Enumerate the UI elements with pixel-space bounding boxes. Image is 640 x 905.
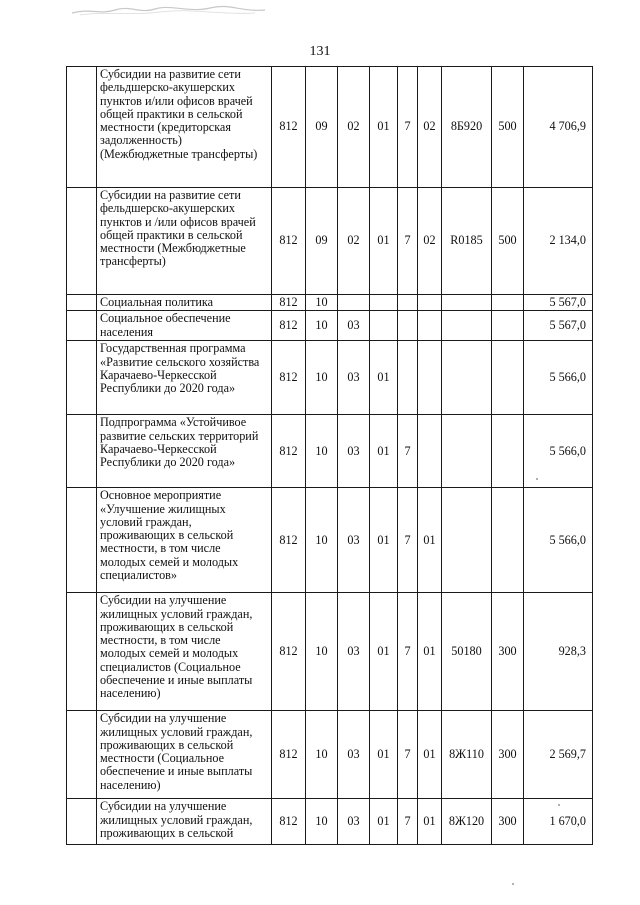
row-margin-cell xyxy=(67,188,97,295)
col-subprogram: 7 xyxy=(398,415,418,488)
col-measure xyxy=(418,295,442,311)
col-amount: 5 567,0 xyxy=(524,295,593,311)
col-direction xyxy=(442,341,492,415)
scan-speck xyxy=(512,883,514,885)
col-razdel: 10 xyxy=(306,341,338,415)
col-program: 01 xyxy=(370,341,398,415)
col-direction: 50180 xyxy=(442,593,492,711)
col-razdel: 10 xyxy=(306,799,338,845)
col-vedomstvo: 812 xyxy=(272,488,306,593)
col-vedomstvo: 812 xyxy=(272,67,306,188)
col-direction: R0185 xyxy=(442,188,492,295)
table-row xyxy=(67,67,593,188)
col-vedomstvo: 812 xyxy=(272,799,306,845)
row-margin-cell xyxy=(67,711,97,799)
col-direction xyxy=(442,295,492,311)
col-program xyxy=(370,311,398,341)
col-razdel: 10 xyxy=(306,711,338,799)
col-expense-type xyxy=(492,311,524,341)
col-razdel: 09 xyxy=(306,67,338,188)
row-name: Субсидии на развитие сети фельдшерско-акушерских пунктов и /или офисов врачей общей практики в сельской местности (Межбюджетные трансферты) xyxy=(97,188,272,295)
table-row xyxy=(67,711,593,799)
col-program: 01 xyxy=(370,415,398,488)
col-expense-type xyxy=(492,415,524,488)
page-number: 131 xyxy=(309,44,331,59)
col-expense-type xyxy=(492,295,524,311)
row-name: Социальное обеспечение населения xyxy=(97,311,272,341)
col-amount: 4 706,9 xyxy=(524,67,593,188)
col-measure: 01 xyxy=(418,799,442,845)
row-margin-cell xyxy=(67,799,97,845)
col-expense-type: 500 xyxy=(492,67,524,188)
col-podrazdel: 02 xyxy=(338,188,370,295)
col-measure: 02 xyxy=(418,188,442,295)
col-razdel: 10 xyxy=(306,593,338,711)
col-amount: 2 569,7 xyxy=(524,711,593,799)
col-expense-type: 300 xyxy=(492,711,524,799)
col-program: 01 xyxy=(370,799,398,845)
col-measure: 01 xyxy=(418,711,442,799)
col-vedomstvo: 812 xyxy=(272,711,306,799)
col-podrazdel: 03 xyxy=(338,341,370,415)
row-name: Основное мероприятие «Улучшение жилищных условий граждан, проживающих в сельской местности, в том числе молодых семей и молодых специалистов» xyxy=(97,488,272,593)
col-subprogram xyxy=(398,311,418,341)
col-program: 01 xyxy=(370,67,398,188)
col-expense-type: 300 xyxy=(492,799,524,845)
row-name: Субсидии на улучшение жилищных условий граждан, проживающих в сельской местности (Социальное обеспечение и иные выплаты населению) xyxy=(97,711,272,799)
col-subprogram: 7 xyxy=(398,799,418,845)
col-subprogram: 7 xyxy=(398,711,418,799)
scan-speck xyxy=(558,804,560,806)
table-row xyxy=(67,295,593,311)
col-amount: 5 566,0 xyxy=(524,341,593,415)
table-row xyxy=(67,415,593,488)
table-row xyxy=(67,341,593,415)
col-measure xyxy=(418,311,442,341)
col-vedomstvo: 812 xyxy=(272,295,306,311)
table-row xyxy=(67,593,593,711)
table-row xyxy=(67,311,593,341)
col-expense-type: 300 xyxy=(492,593,524,711)
col-amount: 5 566,0 xyxy=(524,415,593,488)
row-margin-cell xyxy=(67,488,97,593)
col-subprogram: 7 xyxy=(398,593,418,711)
scan-speck xyxy=(536,478,538,480)
col-direction xyxy=(442,311,492,341)
col-amount: 5 567,0 xyxy=(524,311,593,341)
col-razdel: 10 xyxy=(306,488,338,593)
col-amount: 928,3 xyxy=(524,593,593,711)
row-margin-cell xyxy=(67,415,97,488)
row-margin-cell xyxy=(67,341,97,415)
budget-table xyxy=(66,66,593,845)
row-name: Социальная политика xyxy=(97,295,272,311)
col-subprogram xyxy=(398,341,418,415)
col-direction: 8Б920 xyxy=(442,67,492,188)
col-direction: 8Ж110 xyxy=(442,711,492,799)
row-margin-cell xyxy=(67,593,97,711)
col-podrazdel: 03 xyxy=(338,488,370,593)
col-direction xyxy=(442,415,492,488)
col-subprogram: 7 xyxy=(398,188,418,295)
table-row xyxy=(67,488,593,593)
col-amount: 5 566,0 xyxy=(524,488,593,593)
col-subprogram xyxy=(398,295,418,311)
col-vedomstvo: 812 xyxy=(272,188,306,295)
col-expense-type xyxy=(492,488,524,593)
col-program: 01 xyxy=(370,593,398,711)
col-amount: 2 134,0 xyxy=(524,188,593,295)
col-amount: 1 670,0 xyxy=(524,799,593,845)
col-program xyxy=(370,295,398,311)
col-razdel: 09 xyxy=(306,188,338,295)
col-razdel: 10 xyxy=(306,295,338,311)
col-podrazdel: 03 xyxy=(338,311,370,341)
budget-table-body xyxy=(67,67,593,845)
col-direction xyxy=(442,488,492,593)
col-razdel: 10 xyxy=(306,415,338,488)
col-measure xyxy=(418,415,442,488)
row-margin-cell xyxy=(67,295,97,311)
col-measure: 01 xyxy=(418,593,442,711)
col-vedomstvo: 812 xyxy=(272,593,306,711)
row-name: Субсидии на улучшение жилищных условий граждан, проживающих в сельской местности, в том числе молодых семей и молодых специалистов (Социальное обеспечение и иные выплаты населению) xyxy=(97,593,272,711)
row-margin-cell xyxy=(67,311,97,341)
row-margin-cell xyxy=(67,67,97,188)
col-podrazdel xyxy=(338,295,370,311)
col-podrazdel: 03 xyxy=(338,415,370,488)
col-vedomstvo: 812 xyxy=(272,415,306,488)
col-program: 01 xyxy=(370,711,398,799)
row-name: Подпрограмма «Устойчивое развитие сельских территорий Карачаево-Черкесской Республики до 2020 года» xyxy=(97,415,272,488)
col-expense-type: 500 xyxy=(492,188,524,295)
col-measure xyxy=(418,341,442,415)
col-podrazdel: 02 xyxy=(338,67,370,188)
row-name: Субсидии на улучшение жилищных условий граждан, проживающих в сельской xyxy=(97,799,272,845)
table-row xyxy=(67,188,593,295)
col-subprogram: 7 xyxy=(398,488,418,593)
col-measure: 01 xyxy=(418,488,442,593)
col-razdel: 10 xyxy=(306,311,338,341)
scan-noise-mark xyxy=(70,4,270,18)
row-name: Государственная программа «Развитие сельского хозяйства Карачаево-Черкесской Республики до 2020 года» xyxy=(97,341,272,415)
col-podrazdel: 03 xyxy=(338,711,370,799)
col-measure: 02 xyxy=(418,67,442,188)
row-name: Субсидии на развитие сети фельдшерско-акушерских пунктов и/или офисов врачей общей практики в сельской местности (кредиторская задолженность) (Межбюджетные трансферты) xyxy=(97,67,272,188)
col-vedomstvo: 812 xyxy=(272,341,306,415)
table-row xyxy=(67,799,593,845)
col-direction: 8Ж120 xyxy=(442,799,492,845)
col-subprogram: 7 xyxy=(398,67,418,188)
col-expense-type xyxy=(492,341,524,415)
col-podrazdel: 03 xyxy=(338,799,370,845)
col-program: 01 xyxy=(370,188,398,295)
col-vedomstvo: 812 xyxy=(272,311,306,341)
col-podrazdel: 03 xyxy=(338,593,370,711)
col-program: 01 xyxy=(370,488,398,593)
